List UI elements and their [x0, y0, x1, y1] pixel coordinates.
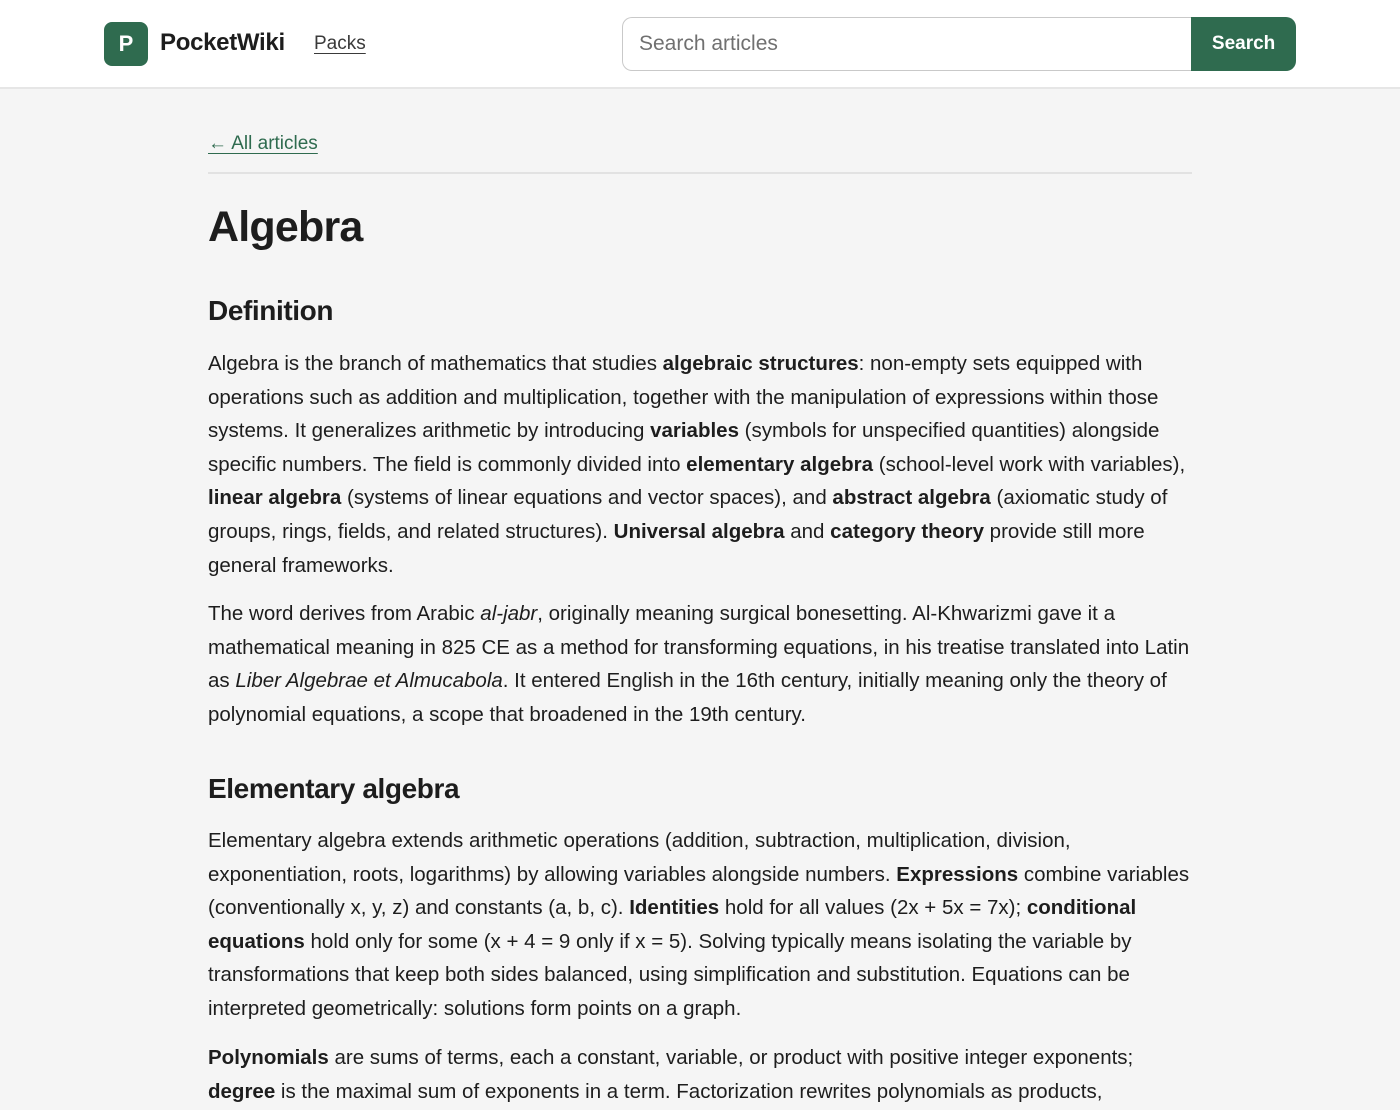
top-navigation-bar	[0, 0, 1400, 89]
bold-term: variables	[650, 419, 739, 443]
search-button[interactable]: Search	[1191, 17, 1296, 71]
bold-term: algebraic structures	[662, 352, 859, 375]
bold-term: category theory	[830, 519, 984, 543]
paragraph: Algebra is the branch of mathematics that studies algebraic structures: non-empty sets equipped with operations such as addition and multiplication, together with the manipulation of expressions within those systems. It generalizes arithmetic by introducing variables (symbols for unspecified quantities) alongside specific numbers. The field is commonly divided into elementary algebra (school-level work with variables), linear algebra (systems of linear equations and vector spaces), and abstract algebra (axiomatic study of groups, rings, fields, and related structures). Universal algebra and category theory provide still more general frameworks.	[208, 352, 1186, 577]
bold-term: degree	[208, 1079, 276, 1103]
divider	[208, 172, 1192, 174]
bold-term: Expressions	[896, 862, 1019, 886]
italic-term: al-jabr	[480, 602, 538, 625]
search-input[interactable]	[622, 17, 1191, 71]
paragraph: Polynomials are sums of terms, each a constant, variable, or product with positive integer exponents; degree is the maximal sum of exponents in a term. Factorization rewrites polynomials as products,	[208, 1046, 1134, 1103]
bold-term: Identities	[629, 896, 720, 920]
paragraph: The word derives from Arabic al-jabr, originally meaning surgical bonesetting. Al-Khwarizmi gave it a mathematical meaning in 825 CE as a method for transforming equations, in his treatise translated into Latin as Liber Algebrae et Almucabola. It entered English in the 16th century, initially meaning only the theory of polynomial equations, a scope that broadened in the 19th century.	[208, 602, 1190, 726]
italic-term: Liber Algebrae et Almucabola	[235, 669, 503, 693]
nav-link-packs[interactable]: Packs	[314, 33, 366, 54]
paragraph: Elementary algebra extends arithmetic operations (addition, subtraction, multiplication, division, exponentiation, roots, logarithms) by allowing variables alongside numbers. Expressions combine variables (conventionally x, y, z) and constants (a, b, c). Identities hold for all values (2x + 5x = 7x); conditional equations hold only for some (x + 4 = 9 only if x = 5). Solving typically means isolating the variable by transformations that keep both sides balanced, using simplification and substitution. Equations can be interpreted geometrically: solutions form points on a graph.	[208, 829, 1190, 1020]
bold-term: Polynomials	[208, 1046, 329, 1069]
bold-term: linear algebra	[208, 486, 342, 510]
bold-term: Universal algebra	[613, 519, 785, 543]
brand-name[interactable]: PocketWiki	[160, 29, 285, 56]
bold-term: conditional equations	[208, 896, 1137, 953]
section-heading-definition: Definition	[208, 295, 334, 326]
bold-term: abstract algebra	[832, 486, 991, 510]
logo-icon[interactable]: P	[104, 22, 148, 66]
bold-term: elementary algebra	[686, 452, 874, 476]
section-heading-elementary-algebra: Elementary algebra	[208, 773, 460, 804]
back-to-all-articles-link[interactable]: ← All articles	[208, 133, 318, 154]
search-form	[622, 17, 1296, 71]
article-title: Algebra	[208, 203, 363, 251]
